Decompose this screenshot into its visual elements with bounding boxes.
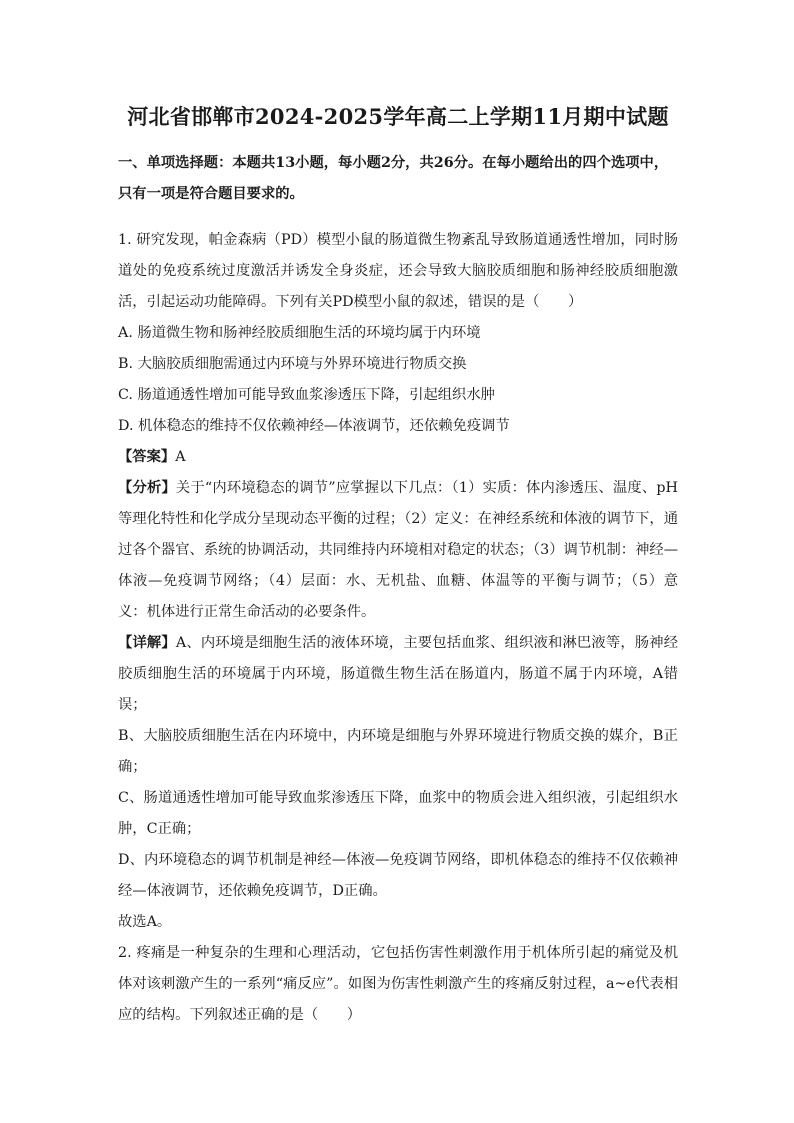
question-1-conclusion: 故选A。 bbox=[118, 913, 172, 930]
question-1-detail-d: D、内环境稳态的调节机制是神经—体液—免疫调节网络，即机体稳态的维持不仅依赖神经—体液调节，还依赖免疫调节，D正确。 bbox=[118, 851, 678, 899]
question-1-option-b: B. 大脑胶质细胞需通过内环境与外界环境进行物质交换 bbox=[118, 355, 467, 372]
answer-tag: 【答案】 bbox=[118, 448, 176, 465]
question-1-stem: 1. 研究发现，帕金森病（PD）模型小鼠的肠道微生物紊乱导致肠道通透性增加，同时肠道处的免疫系统过度激活并诱发全身炎症，还会导致大脑胶质细胞和肠神经胶质细胞激活，引起运动功能障碍。下列有关PD模型小鼠的叙述，错误的是（ ） bbox=[118, 231, 678, 310]
answer-value: A bbox=[175, 448, 186, 465]
question-1-detail-a bbox=[118, 628, 678, 721]
detail-a-text: A、内环境是细胞生活的液体环境，主要包括血浆、组织液和淋巴液等，肠神经胶质细胞生活的环境属于内环境，肠道微生物生活在肠道内，肠道不属于内环境，A错误； bbox=[118, 634, 679, 713]
question-1-analysis bbox=[118, 473, 678, 628]
question-1-option-c: C. 肠道通透性增加可能导致血浆渗透压下降，引起组织水肿 bbox=[118, 386, 495, 403]
document-title: 河北省邯郸市2024-2025学年高二上学期11月期中试题 bbox=[127, 104, 669, 129]
question-1-detail-b: B、大脑胶质细胞生活在内环境中，内环境是细胞与外界环境进行物质交换的媒介，B正确； bbox=[118, 727, 678, 775]
question-1-detail-c: C、肠道通透性增加可能导致血浆渗透压下降，血浆中的物质会进入组织液，引起组织水肿，C正确； bbox=[118, 789, 678, 837]
analysis-tag: 【分析】 bbox=[118, 479, 176, 496]
detail-tag: 【详解】 bbox=[118, 634, 176, 651]
question-1-answer bbox=[118, 442, 678, 473]
question-2-stem: 2. 疼痛是一种复杂的生理和心理活动，它包括伤害性刺激作用于机体所引起的痛觉及机体对该刺激产生的一系列“痛反应”。如图为伤害性刺激产生的疼痛反射过程，a~e代表相应的结构。下列叙述正确的是（ ） bbox=[118, 944, 678, 1023]
analysis-text: 关于“内环境稳态的调节”应掌握以下几点：（1）实质：体内渗透压、温度、pH等理化特性和化学成分呈现动态平衡的过程；（2）定义：在神经系统和体液的调节下，通过各个器官、系统的协调活动，共同维持内环境相对稳定的状态；（3）调节机制：神经—体液—免疫调节网络；（4）层面：水、无机盐、血糖、体温等的平衡与调节；（5）意义：机体进行正常生命活动的必要条件。 bbox=[118, 479, 678, 620]
question-1-option-d: D. 机体稳态的维持不仅依赖神经—体液调节，还依赖免疫调节 bbox=[118, 417, 510, 434]
document-page bbox=[118, 100, 678, 1031]
section-intro: 一、单项选择题：本题共13小题，每小题2分，共26分。在每小题给出的四个选项中，只有一项是符合题目要求的。 bbox=[118, 155, 669, 203]
question-1-option-a: A. 肠道微生物和肠神经胶质细胞生活的环境均属于内环境 bbox=[118, 324, 481, 341]
